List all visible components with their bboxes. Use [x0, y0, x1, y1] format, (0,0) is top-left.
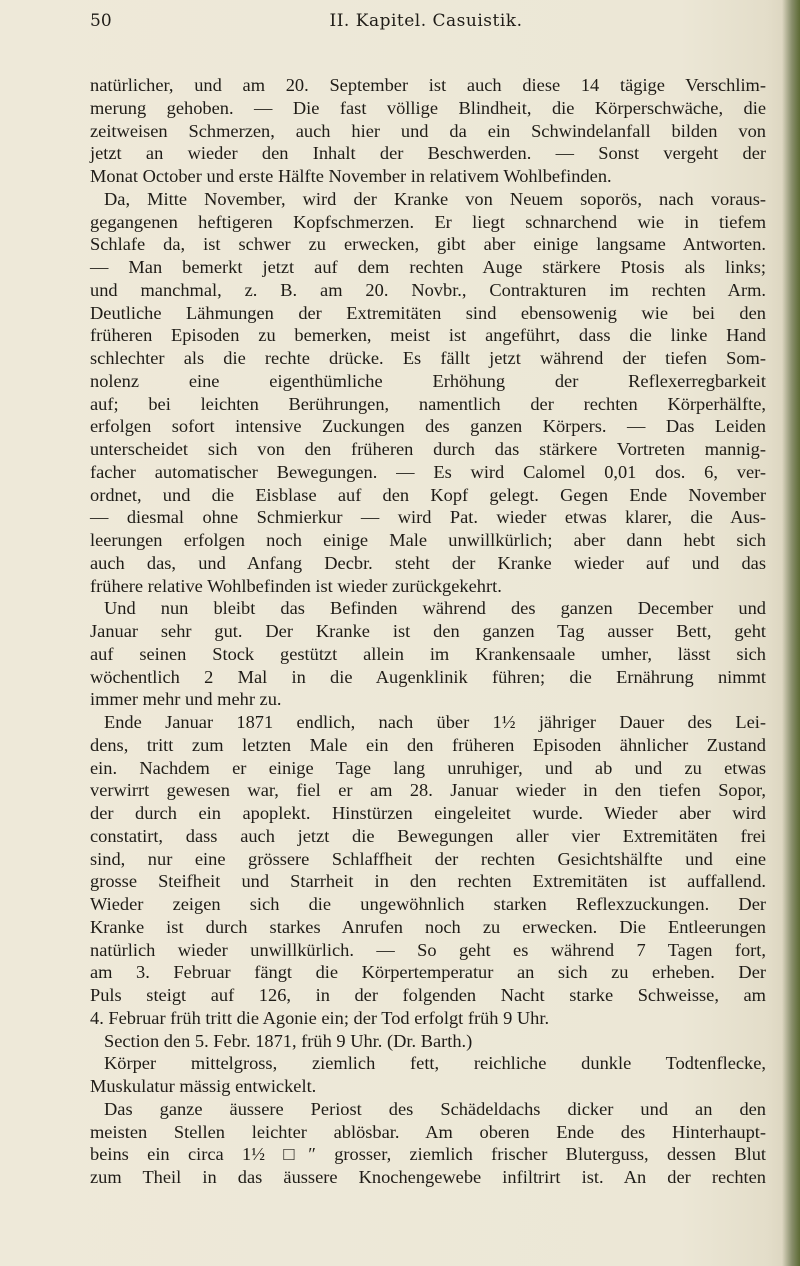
text-line: Januar sehr gut. Der Kranke ist den ganzen Tag ausser Bett, geht — [90, 621, 766, 641]
text-line: auf; bei leichten Berührungen, namentlich der rechten Körperhälfte, — [90, 393, 766, 414]
page-header — [90, 6, 762, 36]
text-line: verwirrt gewesen war, fiel er am 28. Januar wieder in den tiefen Sopor, — [90, 780, 766, 801]
text-line: meisten Stellen leichter ablösbar. Am oberen Ende des Hinterhaupt- — [90, 1121, 766, 1142]
text-line: der durch ein apoplekt. Hinstürzen eingeleitet wurde. Wieder aber wird — [90, 803, 766, 823]
text-line: leerungen erfolgen noch einige Male unwillkürlich; aber dann hebt sich — [90, 530, 766, 550]
text-line: am 3. Februar fängt die Körpertemperatur an sich zu erheben. Der — [90, 962, 766, 983]
text-line: facher automatischer Bewegungen. — Es wird Calomel 0,01 dos. 6, ver- — [90, 461, 766, 482]
text-line: merung gehoben. — Die fast völlige Blindheit, die Körperschwäche, die — [90, 97, 766, 118]
text-line: nolenz eine eigenthümliche Erhöhung der Reflexerregbarkeit — [90, 370, 766, 391]
text-line: Und nun bleibt das Befinden während des ganzen December und — [104, 598, 766, 619]
text-line: auf seinen Stock gestützt allein im Krankensaale umher, lässt sich — [90, 643, 766, 664]
text-line: immer mehr und mehr zu. — [90, 689, 282, 710]
text-line: zum Theil in das äussere Knochengewebe infiltrirt ist. An der rechten — [90, 1167, 766, 1187]
text-line: Puls steigt auf 126, in der folgenden Nacht starke Schweisse, am — [90, 985, 766, 1005]
text-line: Ende Januar 1871 endlich, nach über 1½ jähriger Dauer des Lei- — [104, 712, 766, 732]
text-line: Muskulatur mässig entwickelt. — [90, 1076, 317, 1096]
text-line: ordnet, und die Eisblase auf den Kopf gelegt. Gegen Ende November — [90, 484, 766, 505]
text-line: Schlafe da, ist schwer zu erwecken, gibt aber einige langsame Antworten. — [90, 234, 766, 255]
text-line: und manchmal, z. B. am 20. Novbr., Contrakturen im rechten Arm. — [90, 279, 766, 300]
text-line: Da, Mitte November, wird der Kranke von Neuem soporös, nach voraus- — [104, 188, 766, 209]
text-line: — Man bemerkt jetzt auf dem rechten Auge stärkere Ptosis als links; — [90, 257, 766, 277]
text-line: wöchentlich 2 Mal in die Augenklinik führen; die Ernährung nimmt — [90, 666, 766, 687]
text-line: Kranke ist durch starkes Anrufen noch zu erwecken. Die Entleerungen — [90, 916, 766, 937]
page-edge-shadow — [782, 0, 800, 1266]
text-line: frühere relative Wohlbefinden ist wieder zurückgekehrt. — [90, 575, 502, 596]
text-line: zeitweisen Schmerzen, auch hier und da ein Schwindelanfall bilden von — [90, 120, 766, 141]
text-line: jetzt an wieder den Inhalt der Beschwerden. — Sonst vergeht der — [90, 143, 766, 164]
text-line: Das ganze äussere Periost des Schädeldachs dicker und an den — [104, 1098, 766, 1119]
text-line: sind, nur eine grössere Schlaffheit der rechten Gesichtshälfte und eine — [90, 848, 766, 869]
text-line: erfolgen sofort intensive Zuckungen des ganzen Körpers. — Das Leiden — [90, 416, 766, 437]
text-line: Monat October und erste Hälfte November in relativem Wohlbefinden. — [90, 166, 612, 186]
text-line: schlechter als die rechte drücke. Es fällt jetzt während der tiefen Som- — [90, 348, 766, 368]
running-title: II. Kapitel. Casuistik. — [329, 11, 523, 31]
text-line: constatirt, dass auch jetzt die Bewegungen aller vier Extremitäten frei — [90, 825, 766, 846]
text-line: ein. Nachdem er einige Tage lang unruhiger, und ab und zu etwas — [90, 757, 766, 778]
text-line: 4. Februar früh tritt die Agonie ein; der Tod erfolgt früh 9 Uhr. — [90, 1007, 550, 1028]
text-line: Wieder zeigen sich die ungewöhnlich starken Reflexzuckungen. Der — [90, 894, 766, 914]
text-line: dens, tritt zum letzten Male ein den früheren Episoden ähnlicher Zustand — [90, 734, 766, 755]
page-number: 50 — [90, 11, 112, 31]
text-line: Deutliche Lähmungen der Extremitäten sind ebensowenig wie bei den — [90, 302, 766, 323]
text-line: gegangenen heftigeren Kopfschmerzen. Er liegt schnarchend wie in tiefem — [90, 211, 766, 232]
text-line: beins ein circa 1½ □″ grosser, ziemlich frischer Bluterguss, dessen Blut — [90, 1144, 766, 1165]
body-text — [90, 74, 766, 1189]
text-line: auch das, und Anfang Decbr. steht der Kranke wieder auf und das — [90, 552, 766, 573]
text-line: Körper mittelgross, ziemlich fett, reichliche dunkle Todtenflecke, — [104, 1053, 766, 1074]
text-line: — diesmal ohne Schmierkur — wird Pat. wieder etwas klarer, die Aus- — [90, 507, 766, 528]
text-line: unterscheidet sich von den früheren durch das stärkere Vortreten mannig- — [90, 439, 766, 459]
section-heading: Section den 5. Febr. 1871, früh 9 Uhr. (Dr. Barth.) — [104, 1030, 473, 1051]
text-line: natürlicher, und am 20. September ist auch diese 14 tägige Verschlim- — [90, 75, 766, 95]
text-line: grosse Steifheit und Starrheit in den rechten Extremitäten ist auffallend. — [90, 871, 766, 892]
text-line: natürlich wieder unwillkürlich. — So geht es während 7 Tagen fort, — [90, 939, 766, 960]
text-line: früheren Episoden zu bemerken, meist ist angeführt, dass die linke Hand — [90, 325, 766, 346]
